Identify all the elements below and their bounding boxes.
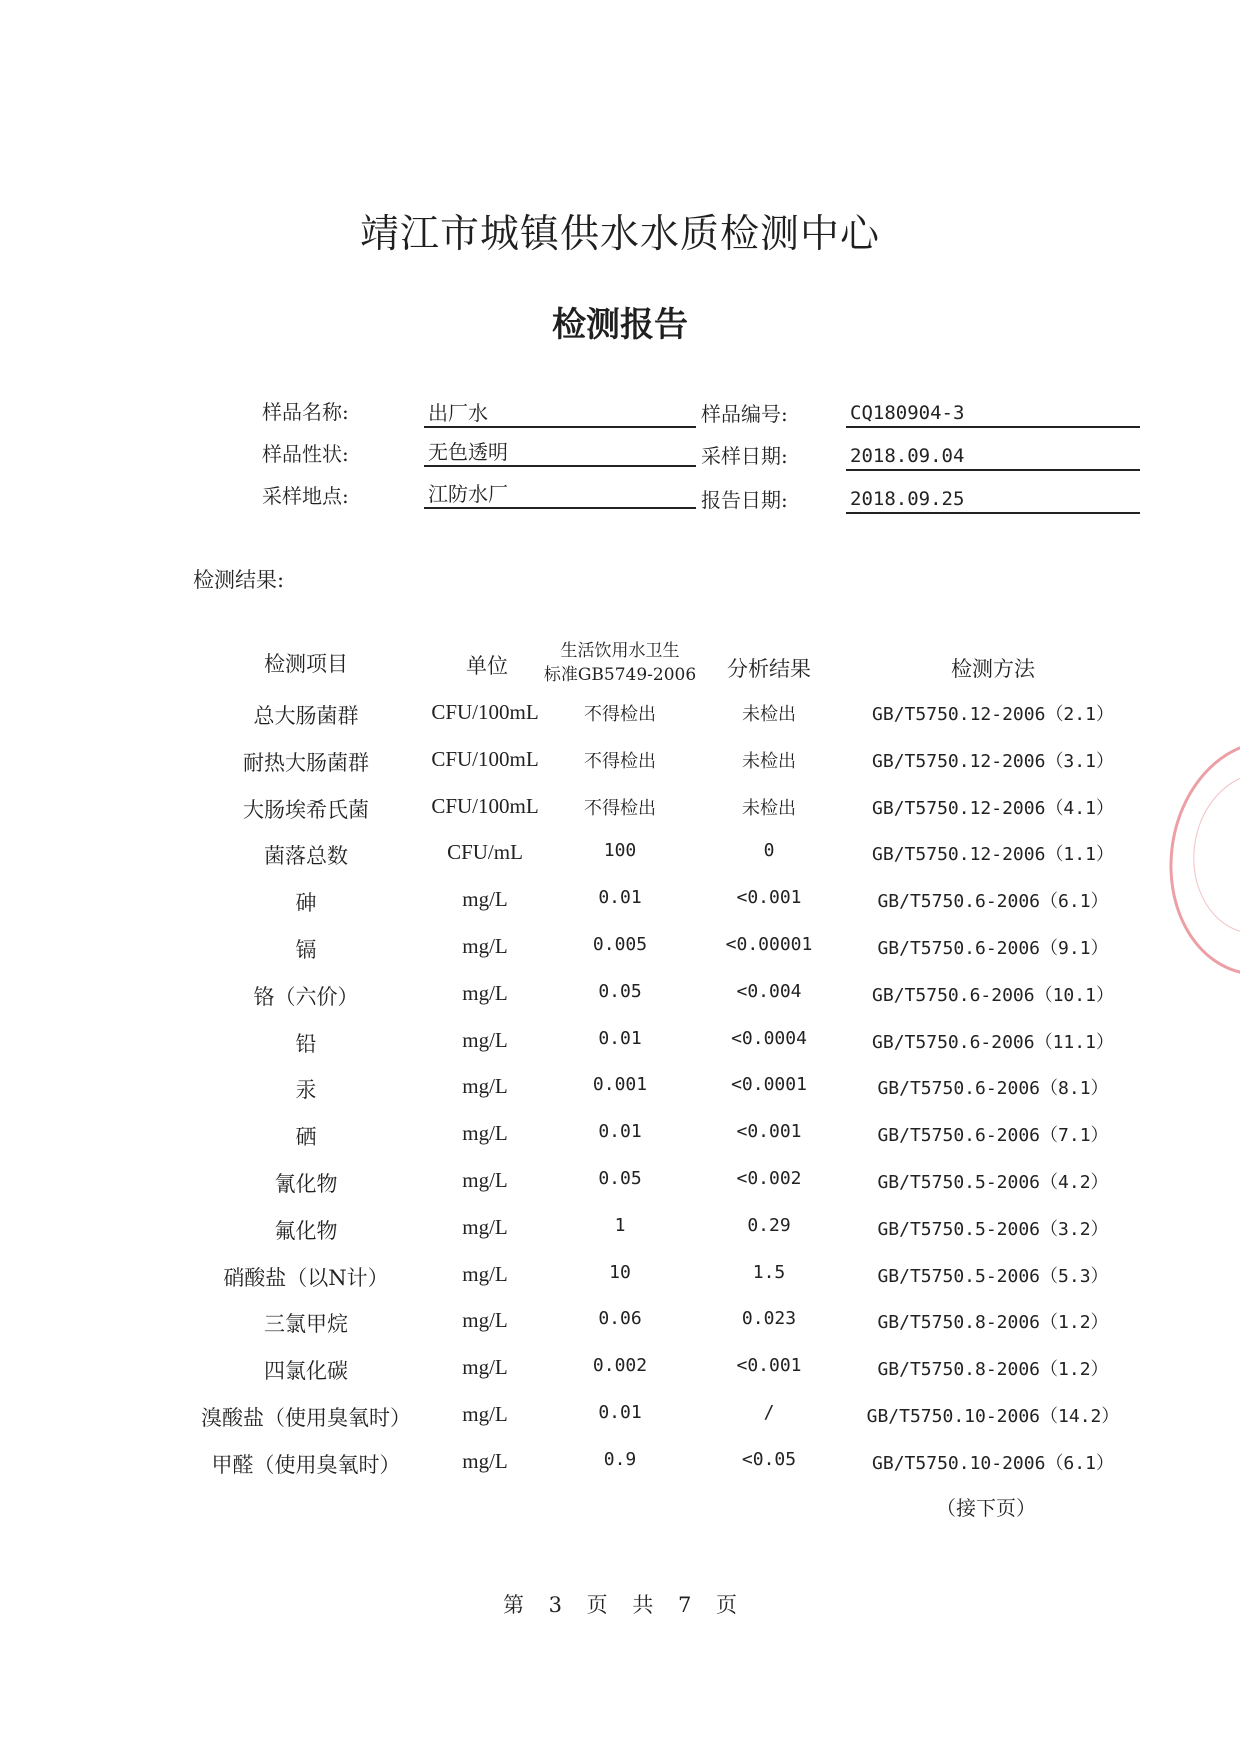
report-title: 检测报告 (552, 305, 688, 345)
cell-method: GB/T5750.12-2006（3.1） (872, 751, 1114, 772)
cell-method: GB/T5750.6-2006（6.1） (877, 891, 1109, 912)
cell-method: GB/T5750.10-2006（14.2） (866, 1406, 1120, 1427)
cell-item: 溴酸盐（使用臭氧时） (201, 1406, 411, 1430)
cell-method: GB/T5750.6-2006（11.1） (872, 1032, 1114, 1053)
sampling-location-label: 采样地点: (262, 484, 349, 508)
cell-item: 氟化物 (274, 1219, 338, 1243)
cell-item: 氰化物 (274, 1172, 338, 1196)
cell-standard: 10 (609, 1262, 631, 1283)
sample-number-label: 样品编号: (701, 402, 788, 426)
cell-result: <0.001 (736, 887, 802, 908)
cell-result: <0.05 (741, 1449, 797, 1470)
sampling-location-value: 江防水厂 (424, 479, 696, 509)
cell-item: 镉 (295, 938, 317, 962)
header-unit: 单位 (466, 654, 508, 678)
cell-method: GB/T5750.6-2006（10.1） (872, 985, 1114, 1006)
cell-unit: mg/L (462, 1308, 508, 1332)
header-method: 检测方法 (951, 657, 1035, 681)
cell-standard: 0.01 (598, 1028, 642, 1049)
cell-item: 四氯化碳 (264, 1359, 348, 1383)
cell-unit: mg/L (462, 1402, 508, 1426)
header-result: 分析结果 (727, 657, 811, 681)
cell-result: <0.001 (736, 1355, 802, 1376)
cell-item: 总大肠菌群 (253, 704, 359, 728)
cell-unit: mg/L (462, 1028, 508, 1052)
cell-standard: 不得检出 (584, 798, 656, 819)
cell-standard: 0.01 (598, 887, 642, 908)
cell-unit: mg/L (462, 1168, 508, 1192)
cell-method: GB/T5750.5-2006（4.2） (877, 1172, 1109, 1193)
cell-unit: CFU/100mL (431, 700, 539, 724)
cell-standard: 0.005 (592, 934, 648, 955)
cell-method: GB/T5750.12-2006（1.1） (872, 844, 1114, 865)
cell-method: GB/T5750.6-2006（8.1） (877, 1078, 1109, 1099)
cell-method: GB/T5750.8-2006（1.2） (877, 1312, 1109, 1333)
cell-method: GB/T5750.5-2006（3.2） (877, 1219, 1109, 1240)
sample-property-value: 无色透明 (424, 437, 696, 467)
cell-standard: 0.001 (592, 1074, 648, 1095)
cell-item: 铬（六价） (253, 985, 359, 1009)
cell-unit: mg/L (462, 1215, 508, 1239)
cell-result: 0 (763, 840, 775, 861)
cell-unit: CFU/100mL (431, 794, 539, 818)
cell-result: <0.004 (736, 981, 802, 1002)
cell-unit: mg/L (462, 1449, 508, 1473)
cell-method: GB/T5750.5-2006（5.3） (877, 1266, 1109, 1287)
cell-result: 0.023 (741, 1308, 797, 1329)
cell-item: 砷 (295, 891, 317, 915)
cell-unit: mg/L (462, 887, 508, 911)
cell-standard: 0.05 (598, 981, 642, 1002)
continue-note: （接下页） (936, 1496, 1036, 1520)
cell-unit: mg/L (462, 1121, 508, 1145)
sample-name-label: 样品名称: (262, 400, 349, 424)
cell-result: <0.00001 (725, 934, 813, 955)
cell-method: GB/T5750.6-2006（9.1） (877, 938, 1109, 959)
cell-result: <0.0004 (731, 1028, 807, 1049)
cell-standard: 不得检出 (584, 751, 656, 772)
cell-unit: CFU/100mL (431, 747, 539, 771)
cell-unit: mg/L (462, 1262, 508, 1286)
cell-unit: mg/L (462, 981, 508, 1005)
cell-unit: mg/L (462, 1355, 508, 1379)
cell-item: 三氯甲烷 (264, 1312, 348, 1336)
sampling-date-value: 2018.09.04 (846, 441, 1140, 471)
cell-result: 1.5 (752, 1262, 786, 1283)
cell-item: 硒 (295, 1125, 317, 1149)
results-section-label: 检测结果: (193, 568, 285, 592)
cell-standard: 0.06 (598, 1308, 642, 1329)
sample-property-label: 样品性状: (262, 442, 349, 466)
header-standard-line2: 标准GB5749-2006 (543, 665, 697, 685)
page-indicator: 第 3 页 共 7 页 (502, 1593, 738, 1617)
cell-item: 菌落总数 (264, 844, 348, 868)
stamp-inner-ring (1183, 764, 1240, 943)
cell-method: GB/T5750.12-2006（4.1） (872, 798, 1114, 819)
cell-method: GB/T5750.6-2006（7.1） (877, 1125, 1109, 1146)
sample-number-value: CQ180904-3 (846, 398, 1140, 428)
cell-item: 硝酸盐（以N计） (223, 1266, 389, 1290)
cell-standard: 1 (614, 1215, 626, 1236)
sample-name-value: 出厂水 (424, 398, 696, 428)
header-standard-line1: 生活饮用水卫生 (560, 641, 680, 661)
cell-result: 未检出 (742, 798, 796, 819)
cell-item: 耐热大肠菌群 (243, 751, 369, 775)
cell-standard: 0.05 (598, 1168, 642, 1189)
report-date-value: 2018.09.25 (846, 484, 1140, 514)
cell-unit: mg/L (462, 934, 508, 958)
sampling-date-label: 采样日期: (701, 444, 788, 468)
red-seal-stamp-icon (1154, 728, 1240, 988)
cell-result: 未检出 (742, 704, 796, 725)
cell-method: GB/T5750.12-2006（2.1） (872, 704, 1114, 725)
cell-standard: 0.01 (598, 1402, 642, 1423)
cell-standard: 0.01 (598, 1121, 642, 1142)
cell-method: GB/T5750.8-2006（1.2） (877, 1359, 1109, 1380)
cell-result: <0.002 (736, 1168, 802, 1189)
cell-unit: mg/L (462, 1074, 508, 1098)
cell-result: 未检出 (742, 751, 796, 772)
cell-item: 铅 (295, 1032, 317, 1056)
cell-method: GB/T5750.10-2006（6.1） (872, 1453, 1114, 1474)
header-item: 检测项目 (264, 652, 348, 676)
cell-item: 甲醛（使用臭氧时） (211, 1453, 401, 1477)
cell-result: / (763, 1402, 775, 1423)
cell-standard: 0.9 (603, 1449, 637, 1470)
cell-unit: CFU/mL (447, 840, 523, 864)
cell-standard: 100 (603, 840, 637, 861)
cell-result: <0.0001 (731, 1074, 807, 1095)
cell-standard: 0.002 (592, 1355, 648, 1376)
cell-result: <0.001 (736, 1121, 802, 1142)
cell-result: 0.29 (747, 1215, 791, 1236)
cell-standard: 不得检出 (584, 704, 656, 725)
cell-item: 大肠埃希氏菌 (243, 798, 369, 822)
organization-title: 靖江市城镇供水水质检测中心 (359, 212, 880, 257)
cell-item: 汞 (295, 1078, 317, 1102)
report-date-label: 报告日期: (701, 488, 788, 512)
